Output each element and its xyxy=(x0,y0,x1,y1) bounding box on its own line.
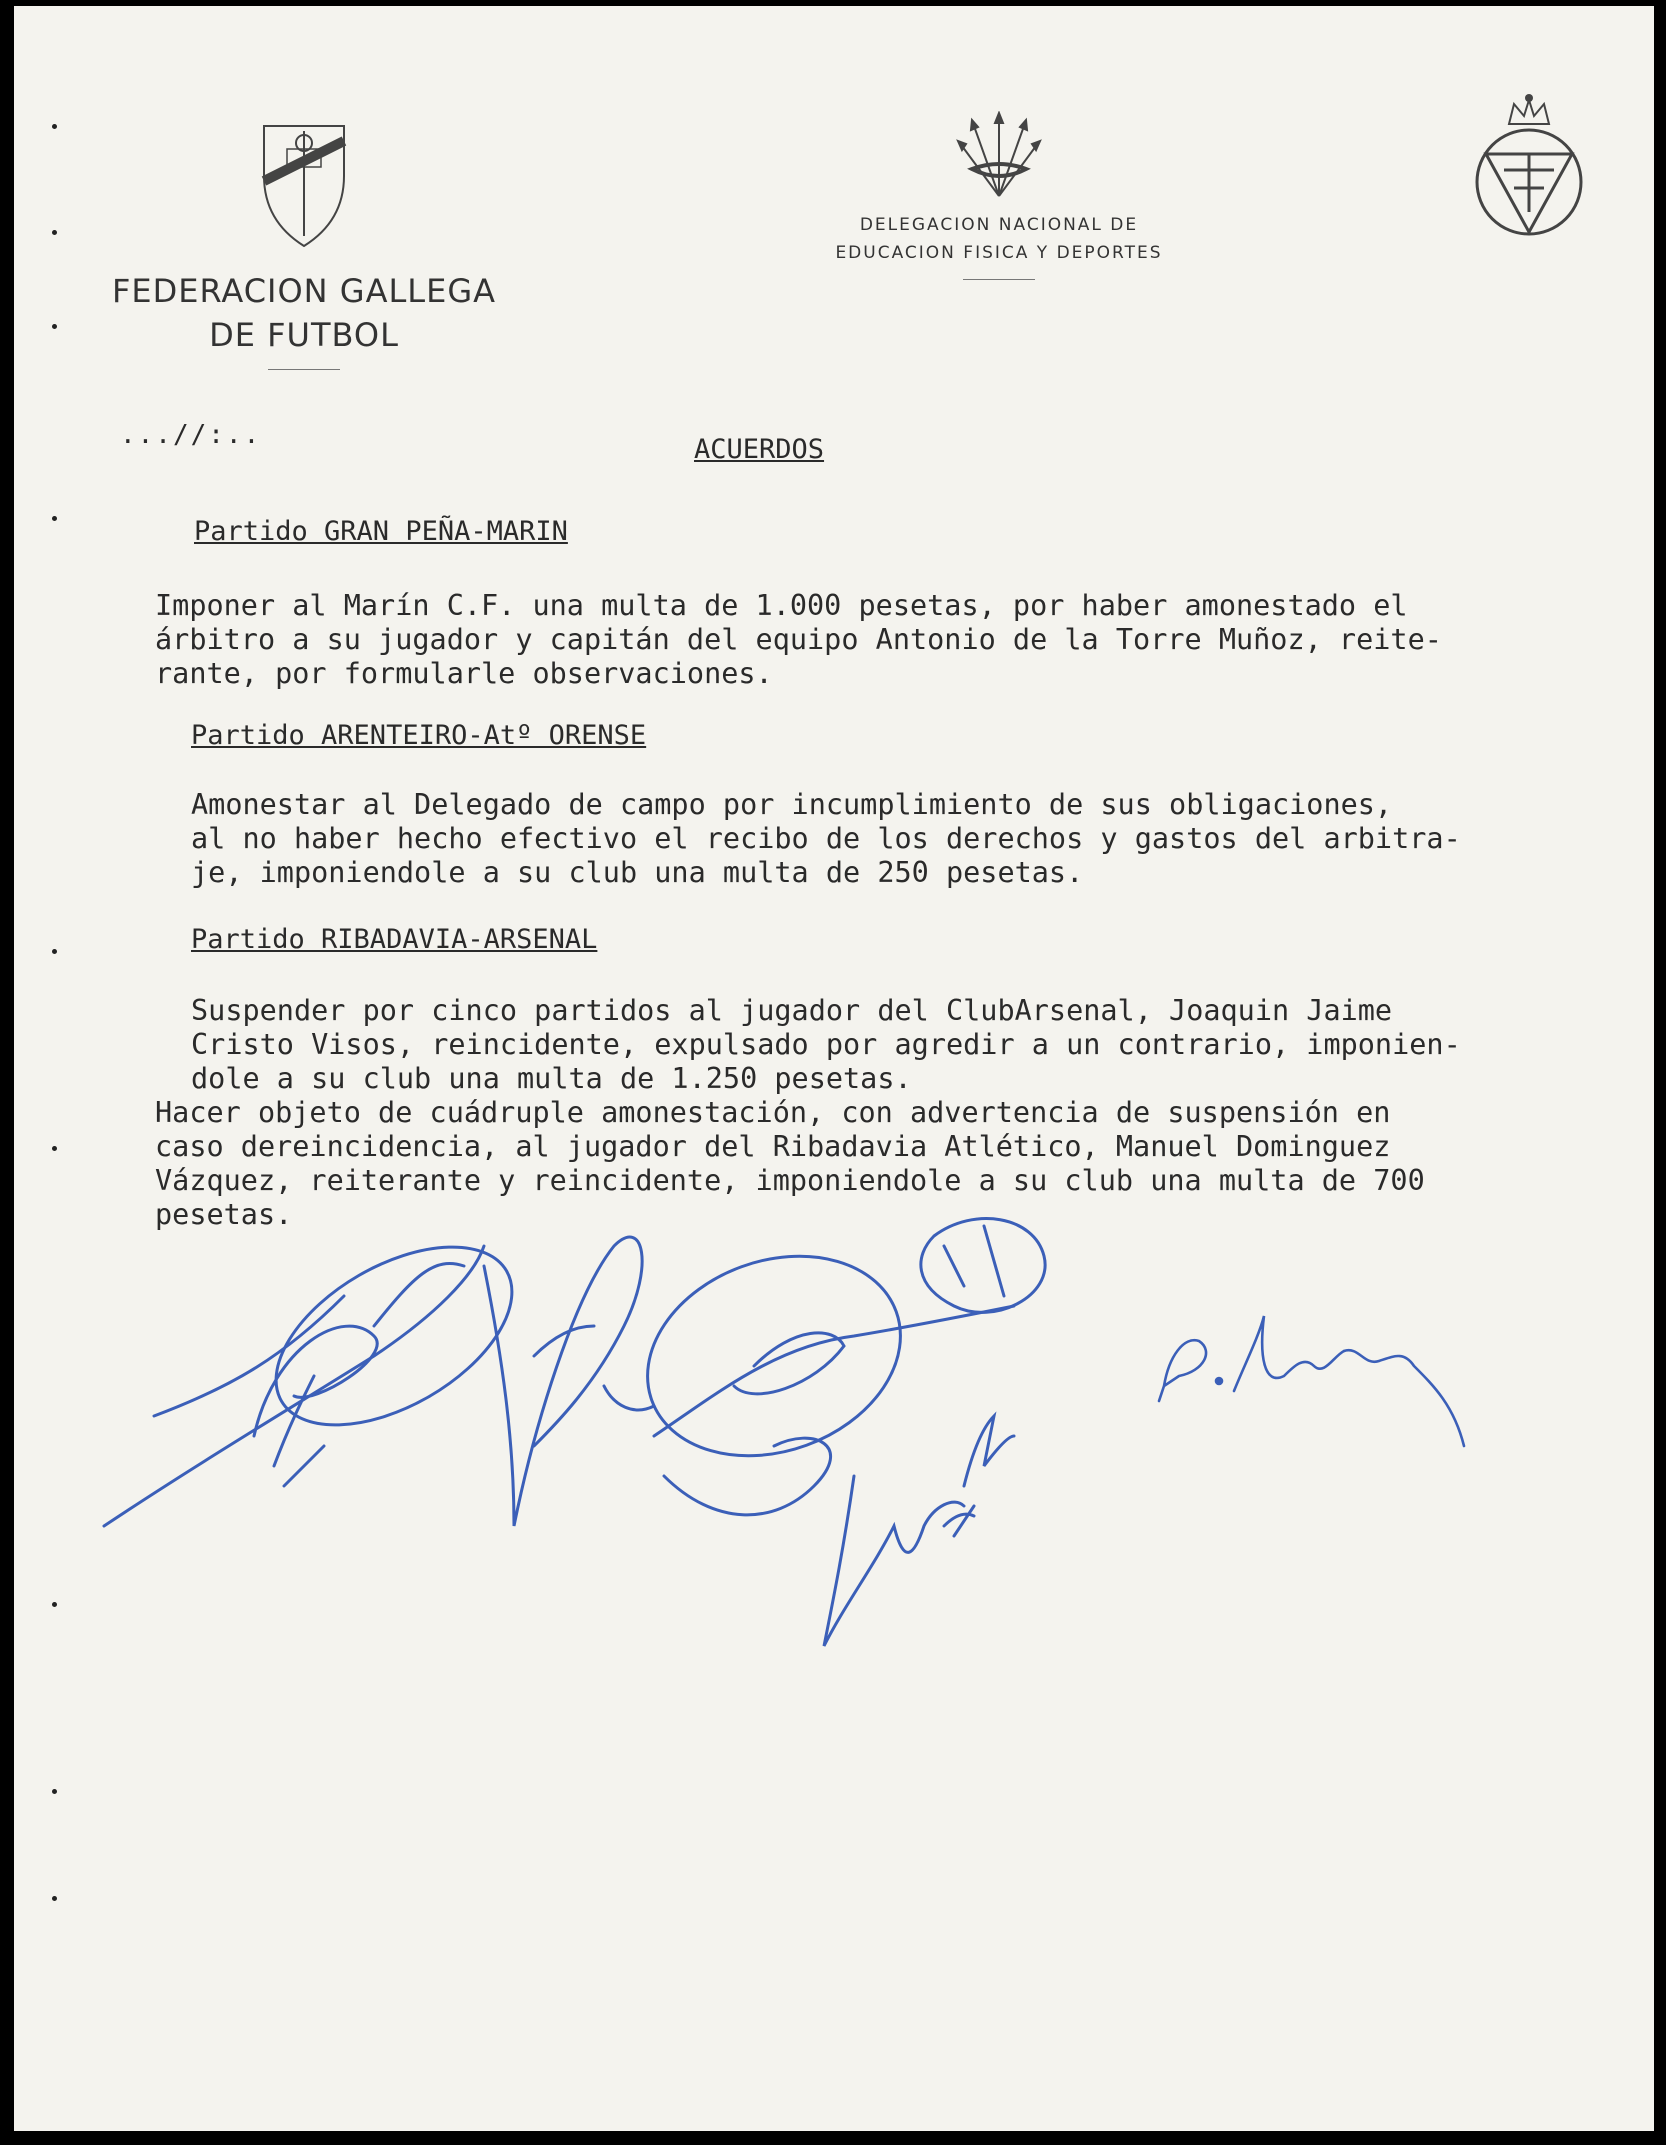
section-paragraph: Amonestar al Delegado de campo por incumplimiento de sus obligaciones, al no haber hecho efectivo el recibo de los derechos y gastos del arbitra- je, imponiendole a su club una multa de 250 pesetas. xyxy=(191,788,1461,889)
document-page xyxy=(14,6,1654,2131)
section-heading: Partido RIBADAVIA-ARSENAL xyxy=(191,924,598,955)
crowned-federation-emblem-icon xyxy=(1474,92,1584,242)
federation-letterhead xyxy=(104,121,504,370)
divider xyxy=(963,279,1035,280)
punch-hole xyxy=(52,1896,57,1901)
punch-hole xyxy=(52,1146,57,1151)
section-paragraph: Suspender por cinco partidos al jugador del ClubArsenal, Joaquin Jaime Cristo Visos, reincidente, expulsado por agredir a un contrario, imponien- dole a su club una multa de 1.250 pesetas. xyxy=(191,994,1461,1095)
delegation-name: DELEGACION NACIONAL DE EDUCACION FISICA Y DEPORTES xyxy=(835,215,1163,263)
punch-hole xyxy=(52,1602,57,1607)
yoke-arrows-emblem-icon xyxy=(954,111,1044,201)
federation-name: FEDERACION GALLEGA DE FUTBOL xyxy=(111,272,497,354)
signature-2 xyxy=(484,1237,654,1526)
punch-hole xyxy=(52,124,57,129)
crowned-federation-emblem xyxy=(1474,92,1584,247)
punch-hole xyxy=(52,324,57,329)
reference-mark: ...//:.. xyxy=(120,420,262,450)
delegation-letterhead xyxy=(774,111,1224,280)
federation-shield-emblem-icon xyxy=(259,121,349,251)
page-title: ACUERDOS xyxy=(694,434,825,465)
punch-hole xyxy=(52,1789,57,1794)
section-heading: Partido GRAN PEÑA-MARIN xyxy=(194,516,568,547)
signature-3 xyxy=(619,1219,1045,1515)
punch-hole xyxy=(52,949,57,954)
signature-5 xyxy=(1159,1316,1464,1446)
section-paragraph: Hacer objeto de cuádruple amonestación, con advertencia de suspensión en caso dereincidencia, al jugador del Ribadavia Atlético, Manuel Dominguez Vázquez, reiterante y reincidente, imponiendole a su club una multa de 700 pesetas. xyxy=(155,1096,1425,1231)
signature-1 xyxy=(104,1210,542,1526)
section-paragraph: Imponer al Marín C.F. una multa de 1.000 pesetas, por haber amonestado el árbitro a su jugador y capitán del equipo Antonio de la Torre Muñoz, reite- rante, por formularle observaciones. xyxy=(155,589,1442,690)
section-heading: Partido ARENTEIRO-Atº ORENSE xyxy=(191,720,647,751)
signature-4 xyxy=(824,1416,1014,1646)
divider xyxy=(268,369,340,370)
punch-hole xyxy=(52,516,57,521)
punch-hole xyxy=(52,230,57,235)
